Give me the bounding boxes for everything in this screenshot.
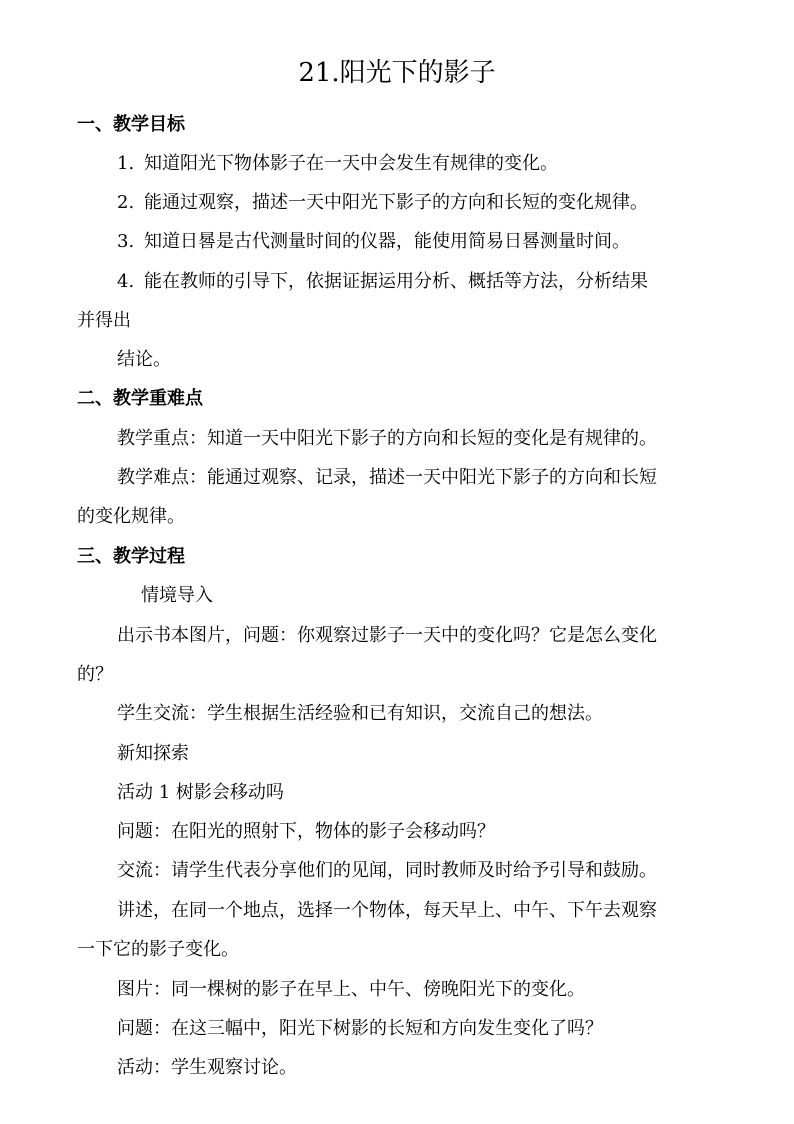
key-point-paragraph: 教学重点：知道一天中阳光下影子的方向和长短的变化是有规律的。: [117, 428, 657, 449]
objective-text: 知道阳光下物体影子在一天中会发生有规律的变化。: [144, 153, 558, 174]
objective-item-1: [117, 151, 558, 177]
narration-paragraph-continuation: 一下它的影子变化。: [77, 939, 239, 960]
subheading-scenario-intro: 情境导入: [141, 585, 213, 606]
exchange-paragraph: 交流：请学生代表分享他们的见闻，同时教师及时给予引导和鼓励。: [117, 860, 657, 881]
section-heading-key-difficult-points: 二、教学重难点: [77, 388, 203, 409]
section-heading-teaching-process: 三、教学过程: [77, 546, 185, 567]
picture-paragraph: 图片：同一棵树的影子在早上、中午、傍晚阳光下的变化。: [117, 979, 585, 1000]
page-title: 21.阳光下的影子: [298, 58, 496, 88]
objective-item-3: [117, 229, 630, 255]
objective-number: 1.: [117, 153, 135, 174]
narration-paragraph: 讲述，在同一个地点，选择一个物体，每天早上、中午、下午去观察: [117, 900, 657, 921]
objective-number: 2.: [117, 192, 135, 213]
difficulty-paragraph: 教学难点：能通过观察、记录，描述一天中阳光下影子的方向和长短: [117, 467, 657, 488]
question-1-paragraph: 问题：在阳光的照射下，物体的影子会移动吗？: [117, 821, 495, 842]
subheading-new-knowledge: 新知探索: [117, 743, 189, 764]
objective-number: 3.: [117, 231, 135, 252]
difficulty-paragraph-continuation: 的变化规律。: [77, 506, 185, 527]
section-heading-teaching-objectives: 一、教学目标: [77, 114, 185, 135]
intro-paragraph: 出示书本图片，问题：你观察过影子一天中的变化吗？它是怎么变化: [117, 625, 657, 646]
objective-item-2: [117, 190, 648, 216]
objective-text: 能通过观察，描述一天中阳光下影子的方向和长短的变化规律。: [144, 192, 648, 213]
objective-text: 能在教师的引导下，依据证据运用分析、概括等方法，分析结果: [144, 271, 648, 292]
objective-item-4-continuation: 结论。: [117, 349, 171, 370]
activity-discussion-paragraph: 活动：学生观察讨论。: [117, 1057, 297, 1078]
question-2-paragraph: 问题：在这三幅中，阳光下树影的长短和方向发生变化了吗？: [117, 1018, 603, 1039]
intro-paragraph-continuation: 的？: [77, 664, 113, 685]
student-exchange-paragraph: 学生交流：学生根据生活经验和已有知识，交流自己的想法。: [117, 703, 603, 724]
objective-item-4: [117, 269, 648, 295]
objective-text: 知道日晷是古代测量时间的仪器，能使用简易日晷测量时间。: [144, 231, 630, 252]
activity-1-title: 活动 1 树影会移动吗: [117, 782, 284, 803]
objective-number: 4.: [117, 271, 135, 292]
objective-item-4-continuation: 并得出: [77, 310, 131, 331]
